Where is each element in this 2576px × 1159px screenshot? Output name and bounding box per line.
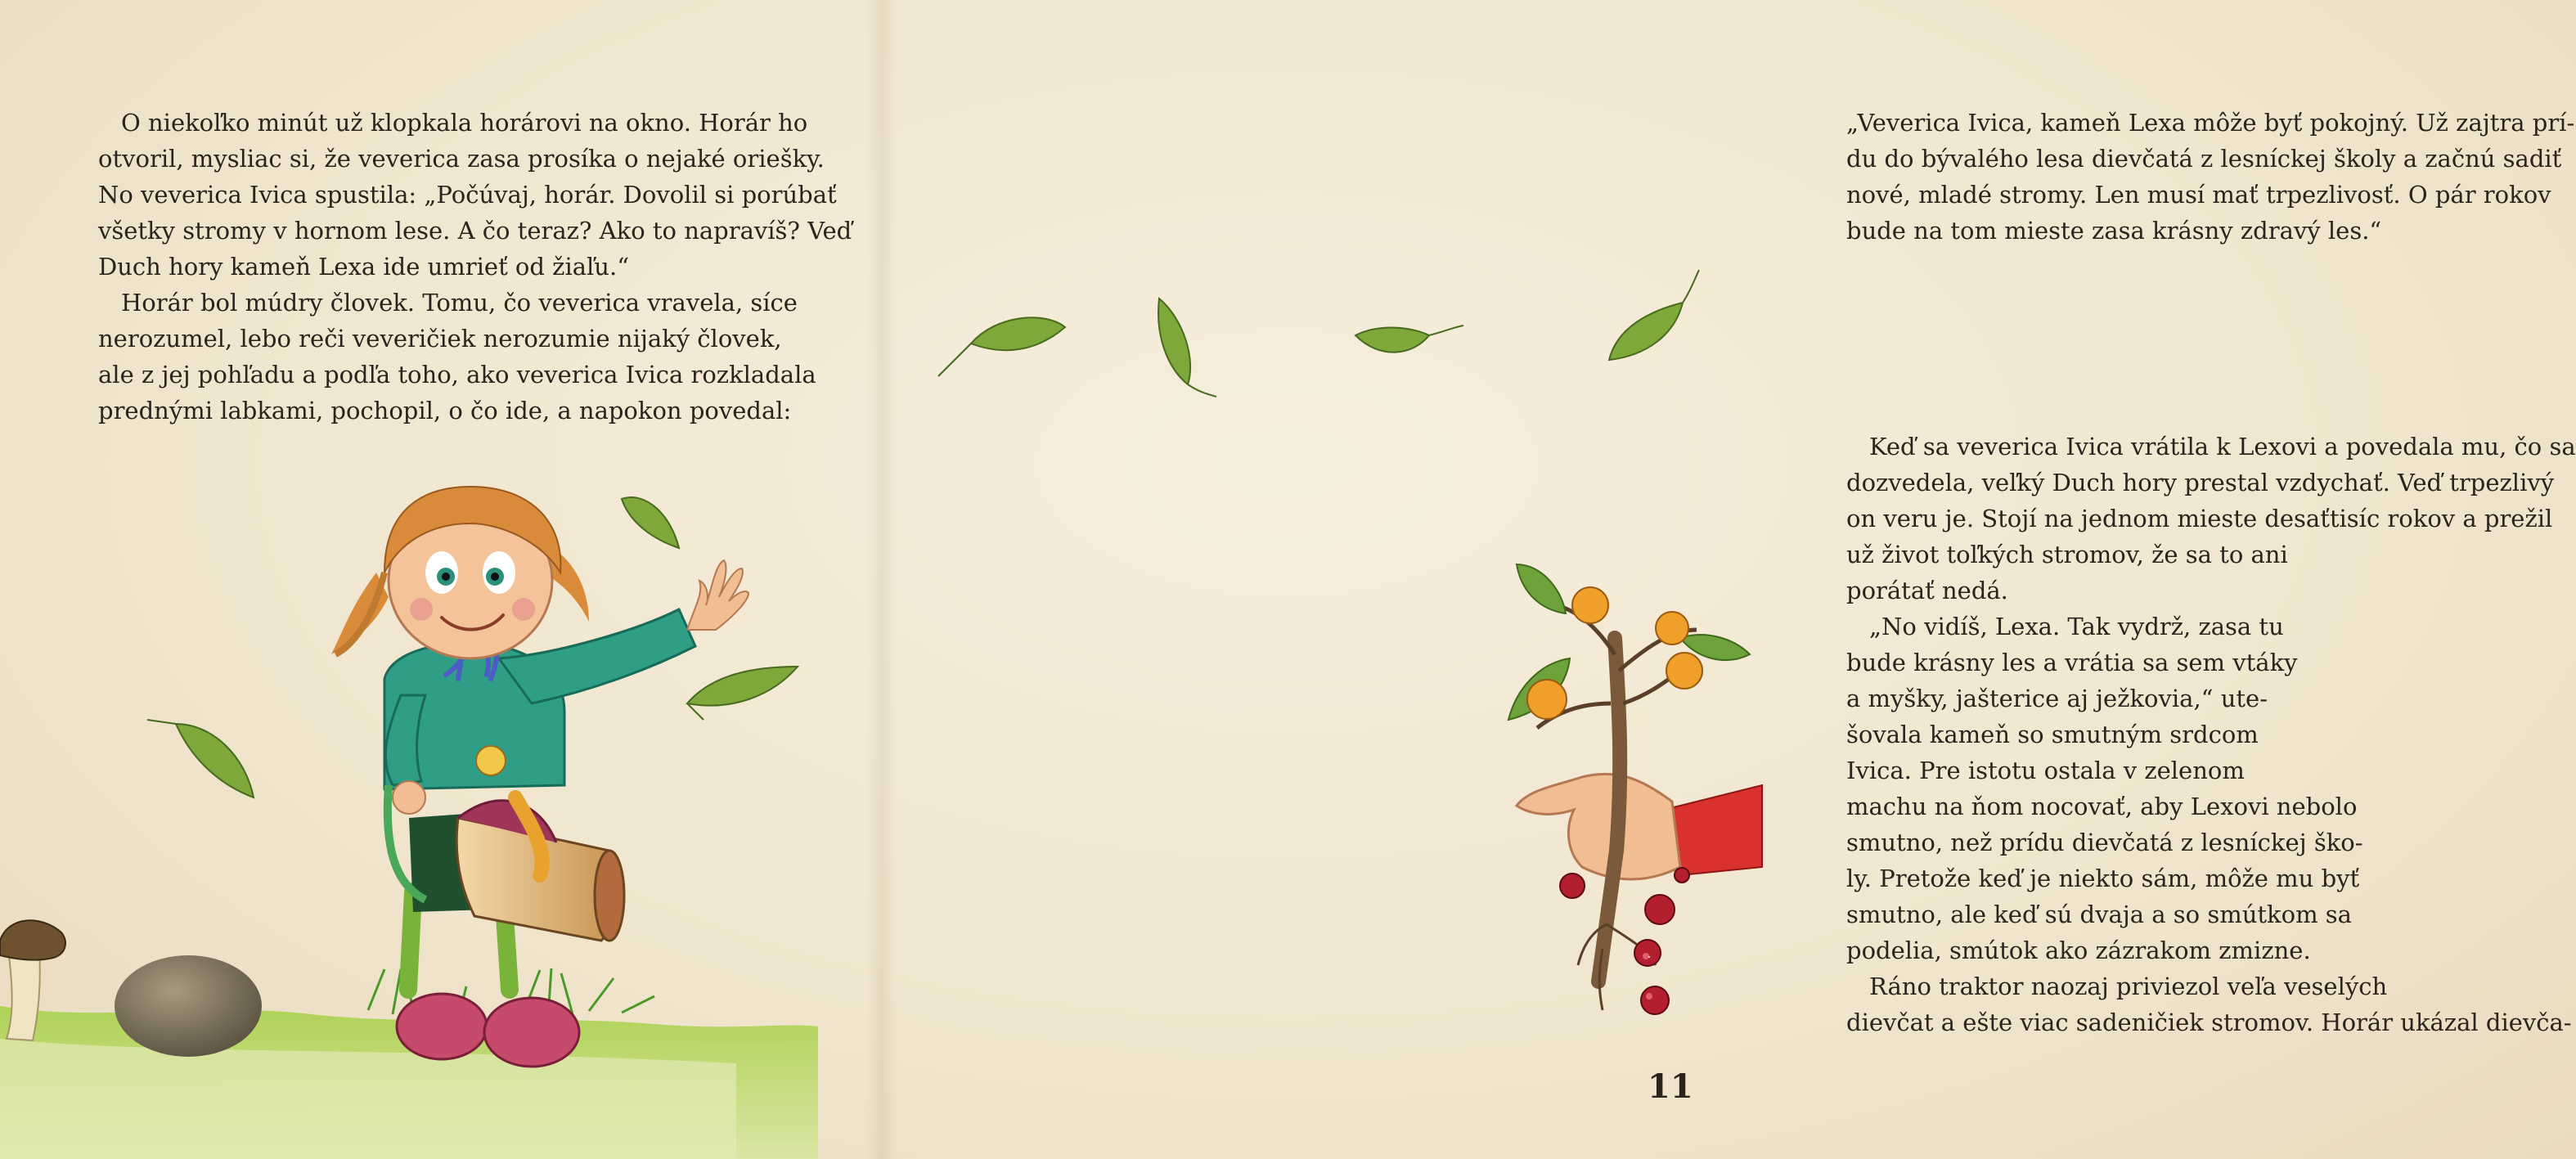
- left-shoe: [397, 994, 487, 1059]
- right-para2-line: machu na ňom nocovať, aby Lexovi nebolo: [1846, 793, 2358, 820]
- right-para1-line: Keď sa veverica Ivica vrátila k Lexovi a povedala mu, čo sa: [1869, 433, 2576, 460]
- right-top-line: „Veverica Ivica, kameň Lexa môže byť pokojný. Už zajtra prí-: [1846, 109, 2575, 137]
- left-page: [0, 0, 881, 1159]
- left-para1-line: No veverica Ivica spustila: „Počúvaj, horár. Dovolil si porúbať: [98, 181, 837, 209]
- girl-figure: [331, 487, 749, 1067]
- left-para1-line: otvoril, mysliac si, že veverica zasa prosíka o nejaké oriešky.: [98, 145, 825, 173]
- right-para2-line: Ivica. Pre istotu ostala v zelenom: [1846, 757, 2245, 784]
- right-para1-line: dozvedela, veľký Duch hory prestal vzdychať. Veď trpezlivý: [1846, 469, 2555, 496]
- right-para3-line: Ráno traktor naozaj priviezol veľa veselých: [1869, 973, 2388, 1000]
- page-number: 11: [1648, 1067, 1693, 1106]
- right-para2-line: smutno, než prídu dievčatá z lesníckej ško-: [1846, 829, 2363, 856]
- right-page-main-text: [1846, 429, 2576, 1040]
- right-para1-line: on veru je. Stojí na jednom mieste desaťtisíc rokov a prežil: [1846, 505, 2553, 532]
- left-para1-line: všetky stromy v hornom lese. A čo teraz? Ako to napravíš? Veď: [98, 217, 852, 245]
- right-para3-line: dievčat a ešte viac sadeničiek stromov. Horár ukázal dievča-: [1846, 1009, 2572, 1036]
- right-top-line: du do bývalého lesa dievčatá z lesníckej školy a začnú sadiť: [1846, 145, 2562, 173]
- left-para1-line: Duch hory kameň Lexa ide umrieť od žiaľu.“: [98, 253, 630, 281]
- right-para2-line: a myšky, jašterice aj ježkovia,“ ute-: [1846, 685, 2268, 712]
- right-page: [881, 0, 2576, 1159]
- right-top-line: bude na tom mieste zasa krásny zdravý les.“: [1846, 217, 2382, 245]
- left-para2-line: nerozumel, lebo reči veveričiek nerozumie nijaký človek,: [98, 325, 782, 353]
- right-para2-line: smutno, ale keď sú dvaja a so smútkom sa: [1846, 901, 2352, 928]
- illustration-hand-branch: [1435, 540, 1762, 1031]
- right-para1-line: porátať nedá.: [1846, 577, 2008, 604]
- left-para2-line: Horár bol múdry človek. Tomu, čo veverica vravela, síce: [121, 289, 798, 317]
- right-shoe: [484, 998, 579, 1067]
- left-para1-line: O niekoľko minút už klopkala horárovi na okno. Horár ho: [121, 109, 808, 137]
- left-para2-line: ale z jej pohľadu a podľa toho, ako veverica Ivica rozkladala: [98, 361, 816, 389]
- cherries: [1560, 868, 1689, 1014]
- right-para2-line: bude krásny les a vrátia sa sem vtáky: [1846, 649, 2298, 676]
- right-page-top-text: [1846, 105, 2575, 249]
- left-page-text: [98, 105, 852, 429]
- right-para2-line: „No vidíš, Lexa. Tak vydrž, zasa tu: [1869, 613, 2284, 640]
- right-para1-line: už život toľkých stromov, že sa to ani: [1846, 541, 2288, 568]
- right-para2-line: šovala kameň so smutným srdcom: [1846, 721, 2259, 748]
- girl-hand-left: [393, 781, 425, 814]
- stone: [115, 955, 262, 1057]
- right-para2-line: podelia, smútok ako zázrakom zmizne.: [1846, 937, 2311, 964]
- left-para2-line: prednými labkami, pochopil, o čo ide, a napokon povedal:: [98, 397, 792, 425]
- right-para2-line: ly. Pretože keď je niekto sám, môže mu byť: [1846, 865, 2360, 892]
- right-top-line: nové, mladé stromy. Len musí mať trpezlivosť. O pár rokov: [1846, 181, 2551, 209]
